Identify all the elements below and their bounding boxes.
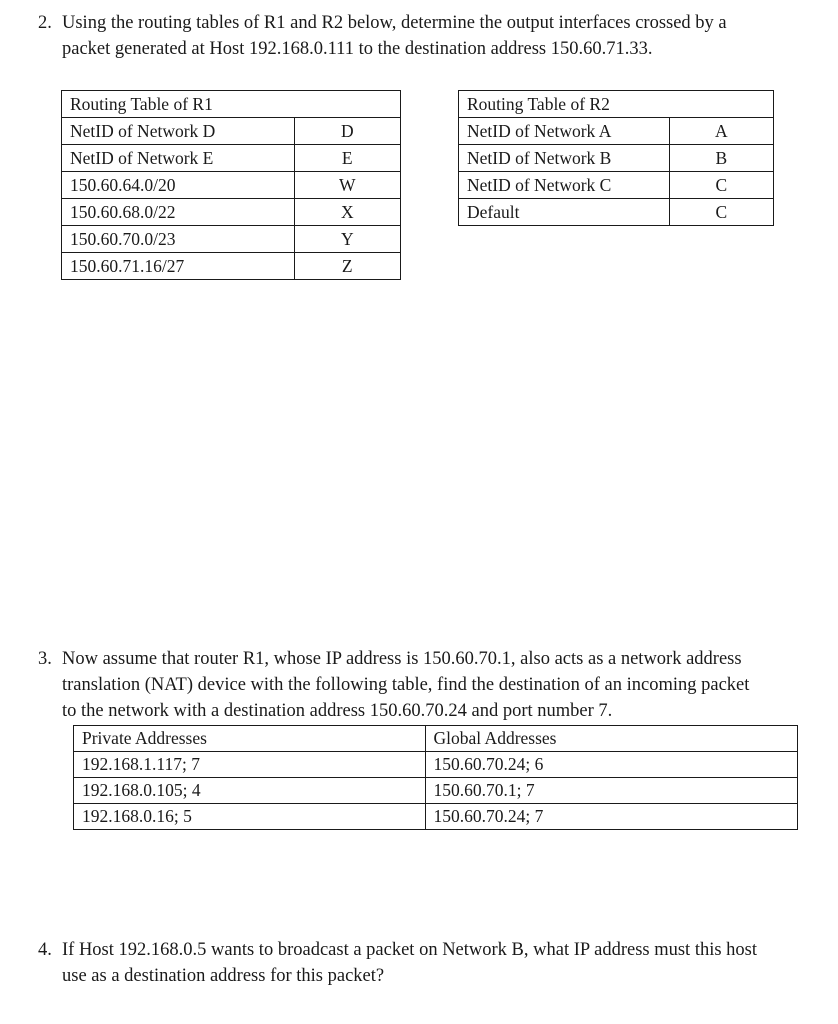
table-row bbox=[459, 199, 774, 226]
r1-net-cell: 150.60.64.0/20 bbox=[62, 172, 295, 199]
r2-iface-cell: C bbox=[669, 172, 773, 199]
r1-net-cell: NetID of Network D bbox=[62, 118, 295, 145]
r1-iface-cell: D bbox=[294, 118, 400, 145]
nat-global-cell: 150.60.70.1; 7 bbox=[425, 778, 797, 804]
question-2-number: 2. bbox=[38, 13, 52, 33]
table-row bbox=[62, 253, 401, 280]
nat-header-row bbox=[74, 726, 798, 752]
table-row bbox=[62, 226, 401, 253]
table-row bbox=[74, 804, 798, 830]
r2-iface-cell: A bbox=[669, 118, 773, 145]
r1-iface-cell: X bbox=[294, 199, 400, 226]
r1-routing-table bbox=[61, 90, 401, 280]
question-2-text-2: packet generated at Host 192.168.0.111 to the destination address 150.60.71.33. bbox=[62, 39, 653, 59]
question-4-number: 4. bbox=[38, 940, 52, 960]
table-row bbox=[459, 118, 774, 145]
nat-header-global: Global Addresses bbox=[425, 726, 797, 752]
r2-title-row bbox=[459, 91, 774, 118]
r1-net-cell: NetID of Network E bbox=[62, 145, 295, 172]
question-3-number: 3. bbox=[38, 649, 52, 669]
r2-iface-cell: C bbox=[669, 199, 773, 226]
nat-table bbox=[73, 725, 798, 830]
r2-net-cell: NetID of Network B bbox=[459, 145, 670, 172]
r1-net-cell: 150.60.68.0/22 bbox=[62, 199, 295, 226]
question-2-text-1: Using the routing tables of R1 and R2 below, determine the output interfaces crossed by a bbox=[62, 13, 727, 33]
question-2 bbox=[38, 10, 727, 62]
r1-iface-cell: E bbox=[294, 145, 400, 172]
r1-iface-cell: Y bbox=[294, 226, 400, 253]
question-4-text-2: use as a destination address for this packet? bbox=[62, 966, 385, 986]
question-3-text-3: to the network with a destination address 150.60.70.24 and port number 7. bbox=[62, 701, 613, 721]
nat-private-cell: 192.168.0.16; 5 bbox=[74, 804, 426, 830]
table-row bbox=[62, 199, 401, 226]
nat-private-cell: 192.168.1.117; 7 bbox=[74, 752, 426, 778]
r2-routing-table bbox=[458, 90, 774, 226]
r1-iface-cell: W bbox=[294, 172, 400, 199]
nat-global-cell: 150.60.70.24; 6 bbox=[425, 752, 797, 778]
nat-header-private: Private Addresses bbox=[74, 726, 426, 752]
r2-net-cell: NetID of Network A bbox=[459, 118, 670, 145]
table-row bbox=[459, 145, 774, 172]
r1-table-title: Routing Table of R1 bbox=[62, 91, 401, 118]
table-row bbox=[62, 118, 401, 145]
table-row bbox=[62, 145, 401, 172]
r2-iface-cell: B bbox=[669, 145, 773, 172]
question-3-text-2: translation (NAT) device with the following table, find the destination of an incoming packet bbox=[62, 675, 750, 695]
question-2-line-1 bbox=[38, 10, 727, 36]
table-row bbox=[74, 752, 798, 778]
r2-net-cell: Default bbox=[459, 199, 670, 226]
question-3 bbox=[38, 646, 749, 724]
r1-title-row bbox=[62, 91, 401, 118]
nat-private-cell: 192.168.0.105; 4 bbox=[74, 778, 426, 804]
question-4-text-1: If Host 192.168.0.5 wants to broadcast a packet on Network B, what IP address must this host bbox=[62, 940, 758, 960]
question-4-line-1 bbox=[38, 937, 757, 963]
r2-table-title: Routing Table of R2 bbox=[459, 91, 774, 118]
r2-net-cell: NetID of Network C bbox=[459, 172, 670, 199]
r1-net-cell: 150.60.70.0/23 bbox=[62, 226, 295, 253]
nat-global-cell: 150.60.70.24; 7 bbox=[425, 804, 797, 830]
r1-net-cell: 150.60.71.16/27 bbox=[62, 253, 295, 280]
table-row bbox=[62, 172, 401, 199]
question-3-line-1 bbox=[38, 646, 749, 672]
r1-iface-cell: Z bbox=[294, 253, 400, 280]
table-row bbox=[74, 778, 798, 804]
question-4 bbox=[38, 937, 757, 989]
table-row bbox=[459, 172, 774, 199]
question-3-text-1: Now assume that router R1, whose IP address is 150.60.70.1, also acts as a network address bbox=[62, 649, 742, 669]
